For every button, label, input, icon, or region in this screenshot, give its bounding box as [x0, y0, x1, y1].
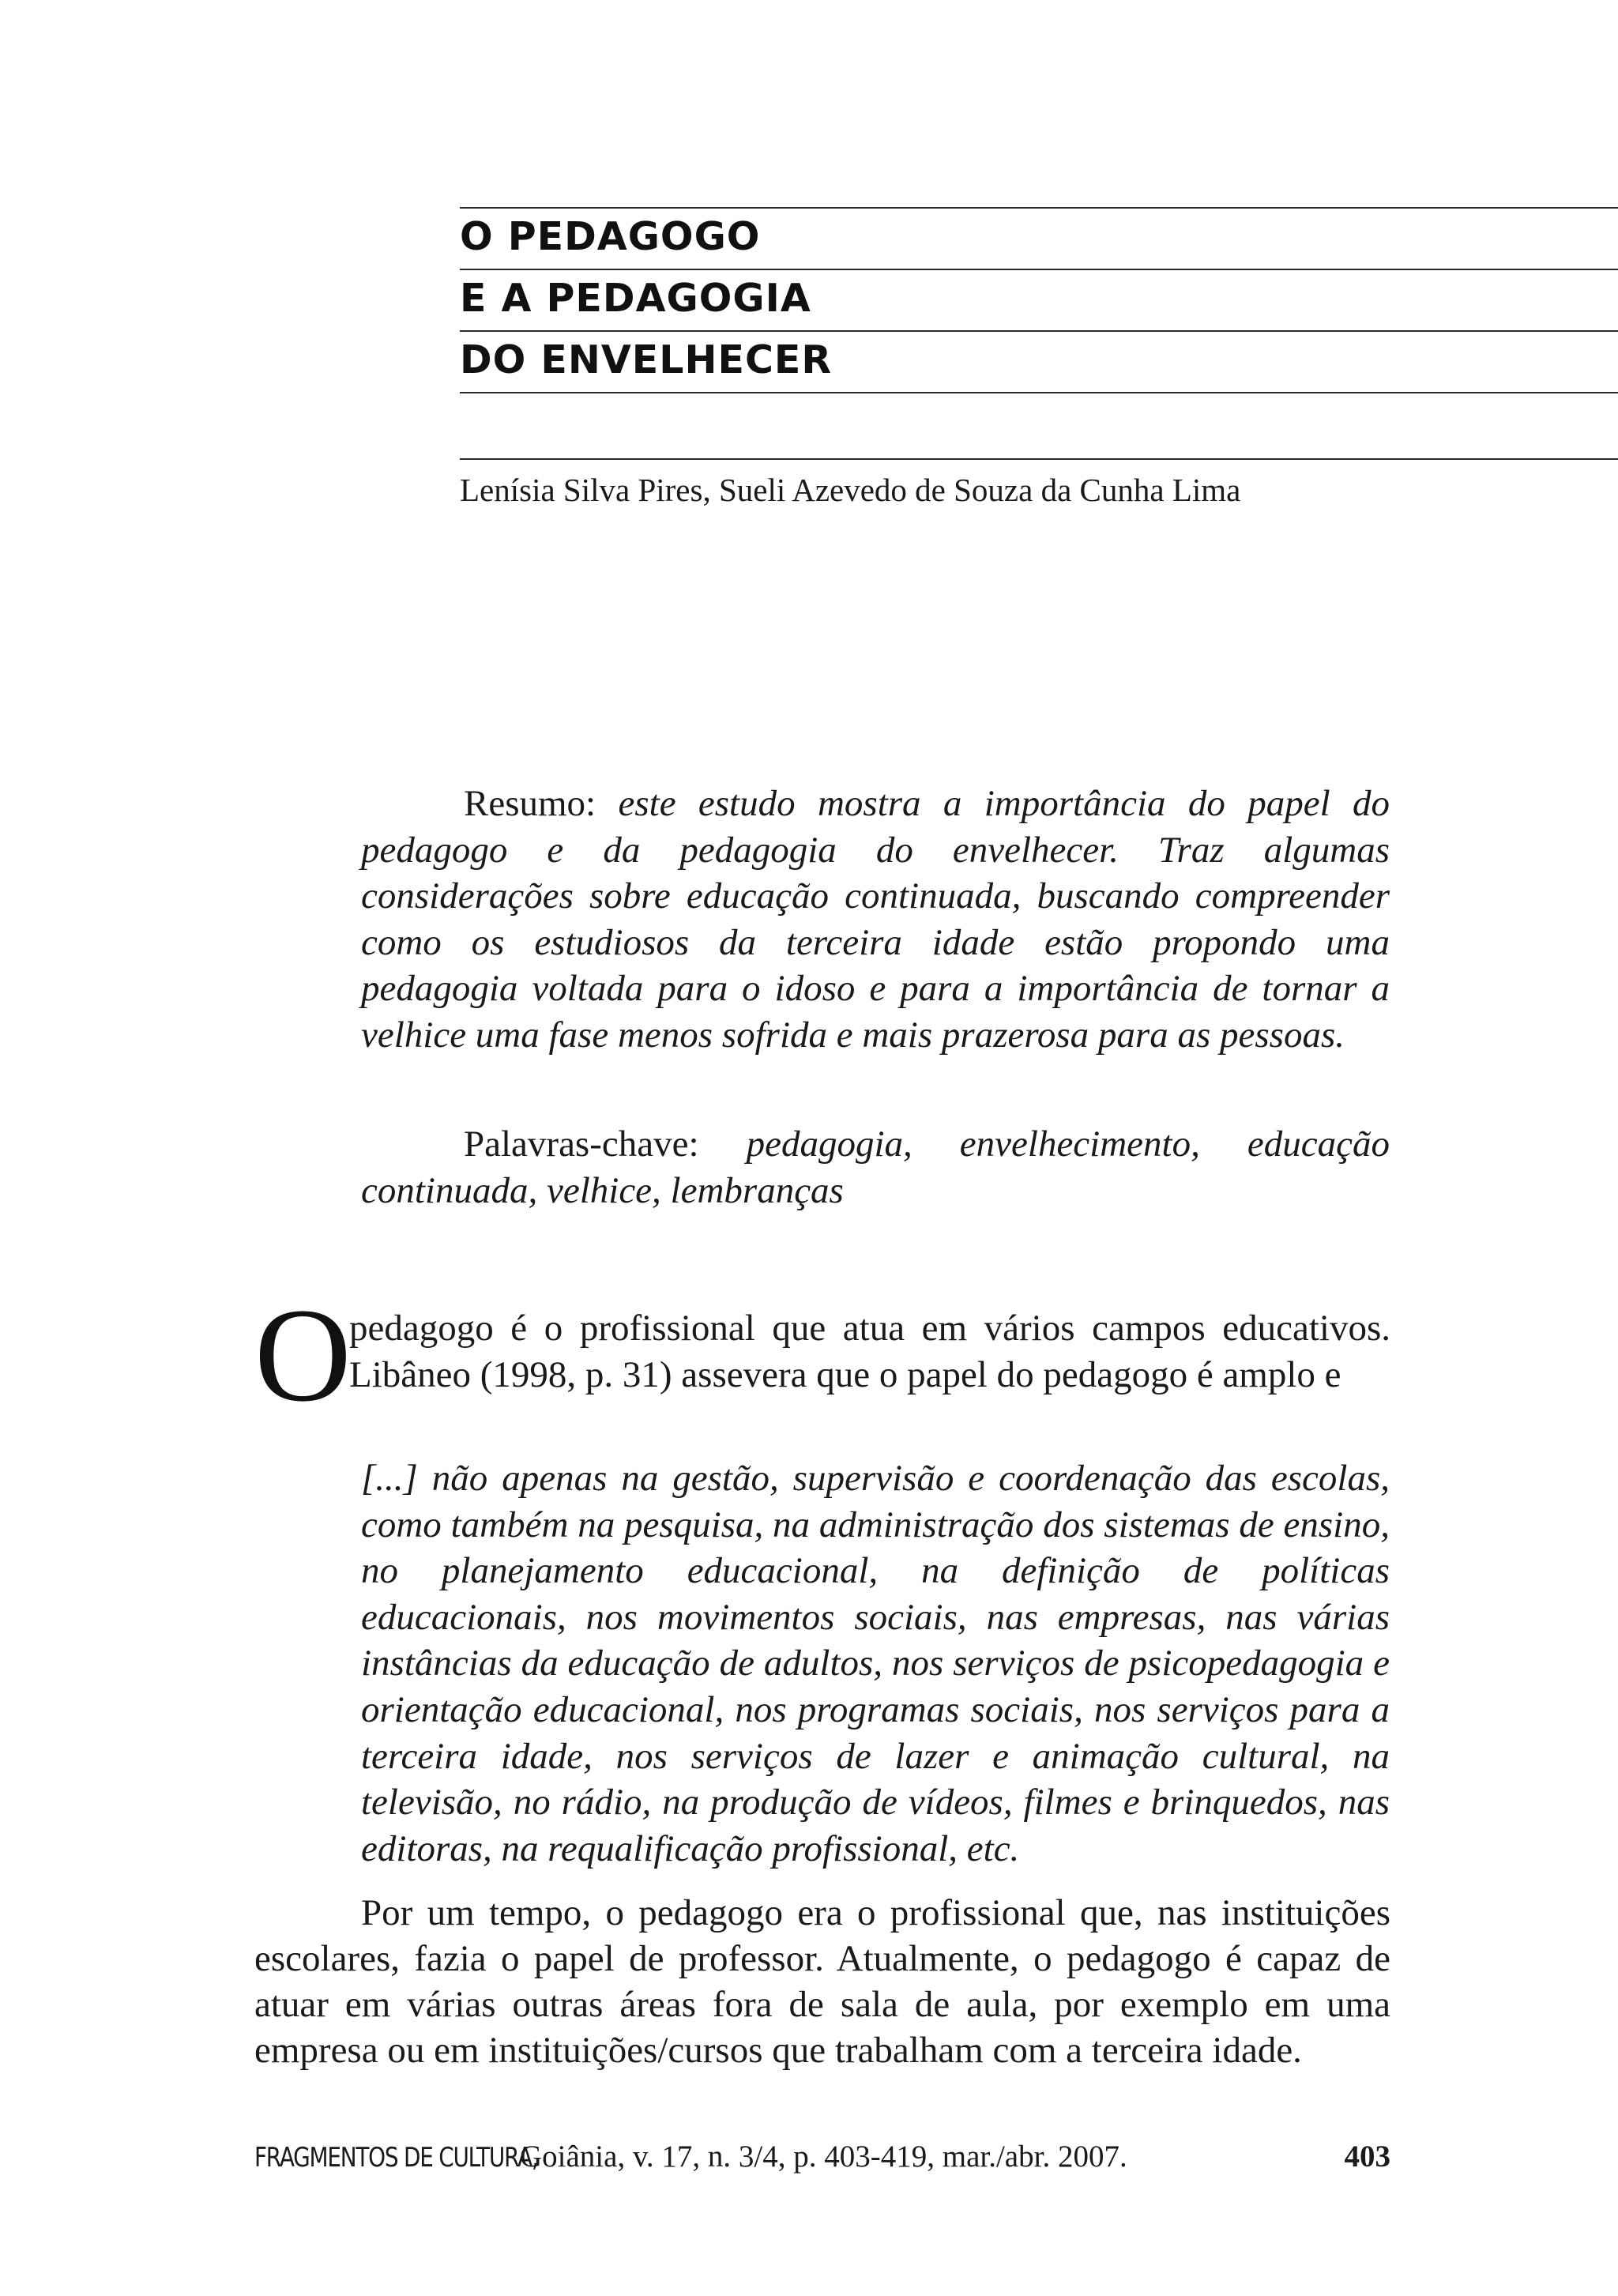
abstract — [361, 781, 1390, 1058]
page-number: 403 — [1344, 2140, 1390, 2174]
title-line-2: E A PEDAGOGIA — [460, 276, 811, 321]
block-quote: [...] não apenas na gestão, supervisão e coordenação das escolas, como também na pesquisa, na administração dos sistemas de ensino, no planejamento educacional, na definição de políticas educacionais, nos movimentos sociais, nas empresas, nas várias instâncias da educação de adultos, nos serviços de psicopedagogia e orientação educacional, nos programas sociais, nos serviços para a terceira idade, nos serviços de lazer e animação cultural, na televisão, no rádio, na produção de vídeos, filmes e brinquedos, nas editoras, na requalificação profissional, etc. — [361, 1458, 1390, 1869]
keywords-text: pedagogia, envelhecimento, educação continuada, velhice, lembranças — [361, 1124, 1390, 1211]
body-paragraph: Por um tempo, o pedagogo era o profissional que, nas instituições escolares, fazia o papel de professor. Atualmente, o pedagogo é capaz de atuar em várias outras áreas fora de sala de aula, por exemplo em uma empresa ou em instituições/cursos que trabalham com a terceira idade. — [254, 1892, 1390, 2071]
journal-name: FRAGMENTOS DE CULTURA, — [254, 2142, 538, 2174]
title-rule-1 — [460, 269, 1618, 270]
journal-citation: Goiânia, v. 17, n. 3/4, p. 403-419, mar./abr. 2007. — [520, 2140, 1127, 2174]
author-list: Lenísia Silva Pires, Sueli Azevedo de Souza da Cunha Lima — [460, 472, 1241, 508]
drop-cap: O — [254, 1281, 352, 1429]
abstract-label: Resumo: — [464, 783, 596, 824]
title-rule-3 — [460, 392, 1618, 393]
keywords — [361, 1121, 1390, 1214]
abstract-text: este estudo mostra a importância do papel do pedagogo e da pedagogia do envelhecer. Traz algumas considerações sobre educação continuada, buscando compreender como os estudiosos da terceira idade estão propondo uma pedagogia voltada para o idoso e para a importância de tornar a velhice uma fase menos sofrida e mais prazerosa para as pessoas. — [361, 783, 1390, 1056]
title-line-3: DO ENVELHECER — [460, 337, 833, 382]
title-line-1: O PEDAGOGO — [460, 214, 761, 259]
title-rule-bottom — [460, 458, 1618, 460]
opening-paragraph: pedagogo é o profissional que atua em vários campos educativos. Libâneo (1998, p. 31) assevera que o papel do pedagogo é amplo e — [349, 1308, 1390, 1395]
keywords-label: Palavras-chave: — [464, 1124, 699, 1165]
page-footer — [254, 2133, 1390, 2181]
title-rule-top — [460, 207, 1618, 209]
title-rule-2 — [460, 330, 1618, 332]
